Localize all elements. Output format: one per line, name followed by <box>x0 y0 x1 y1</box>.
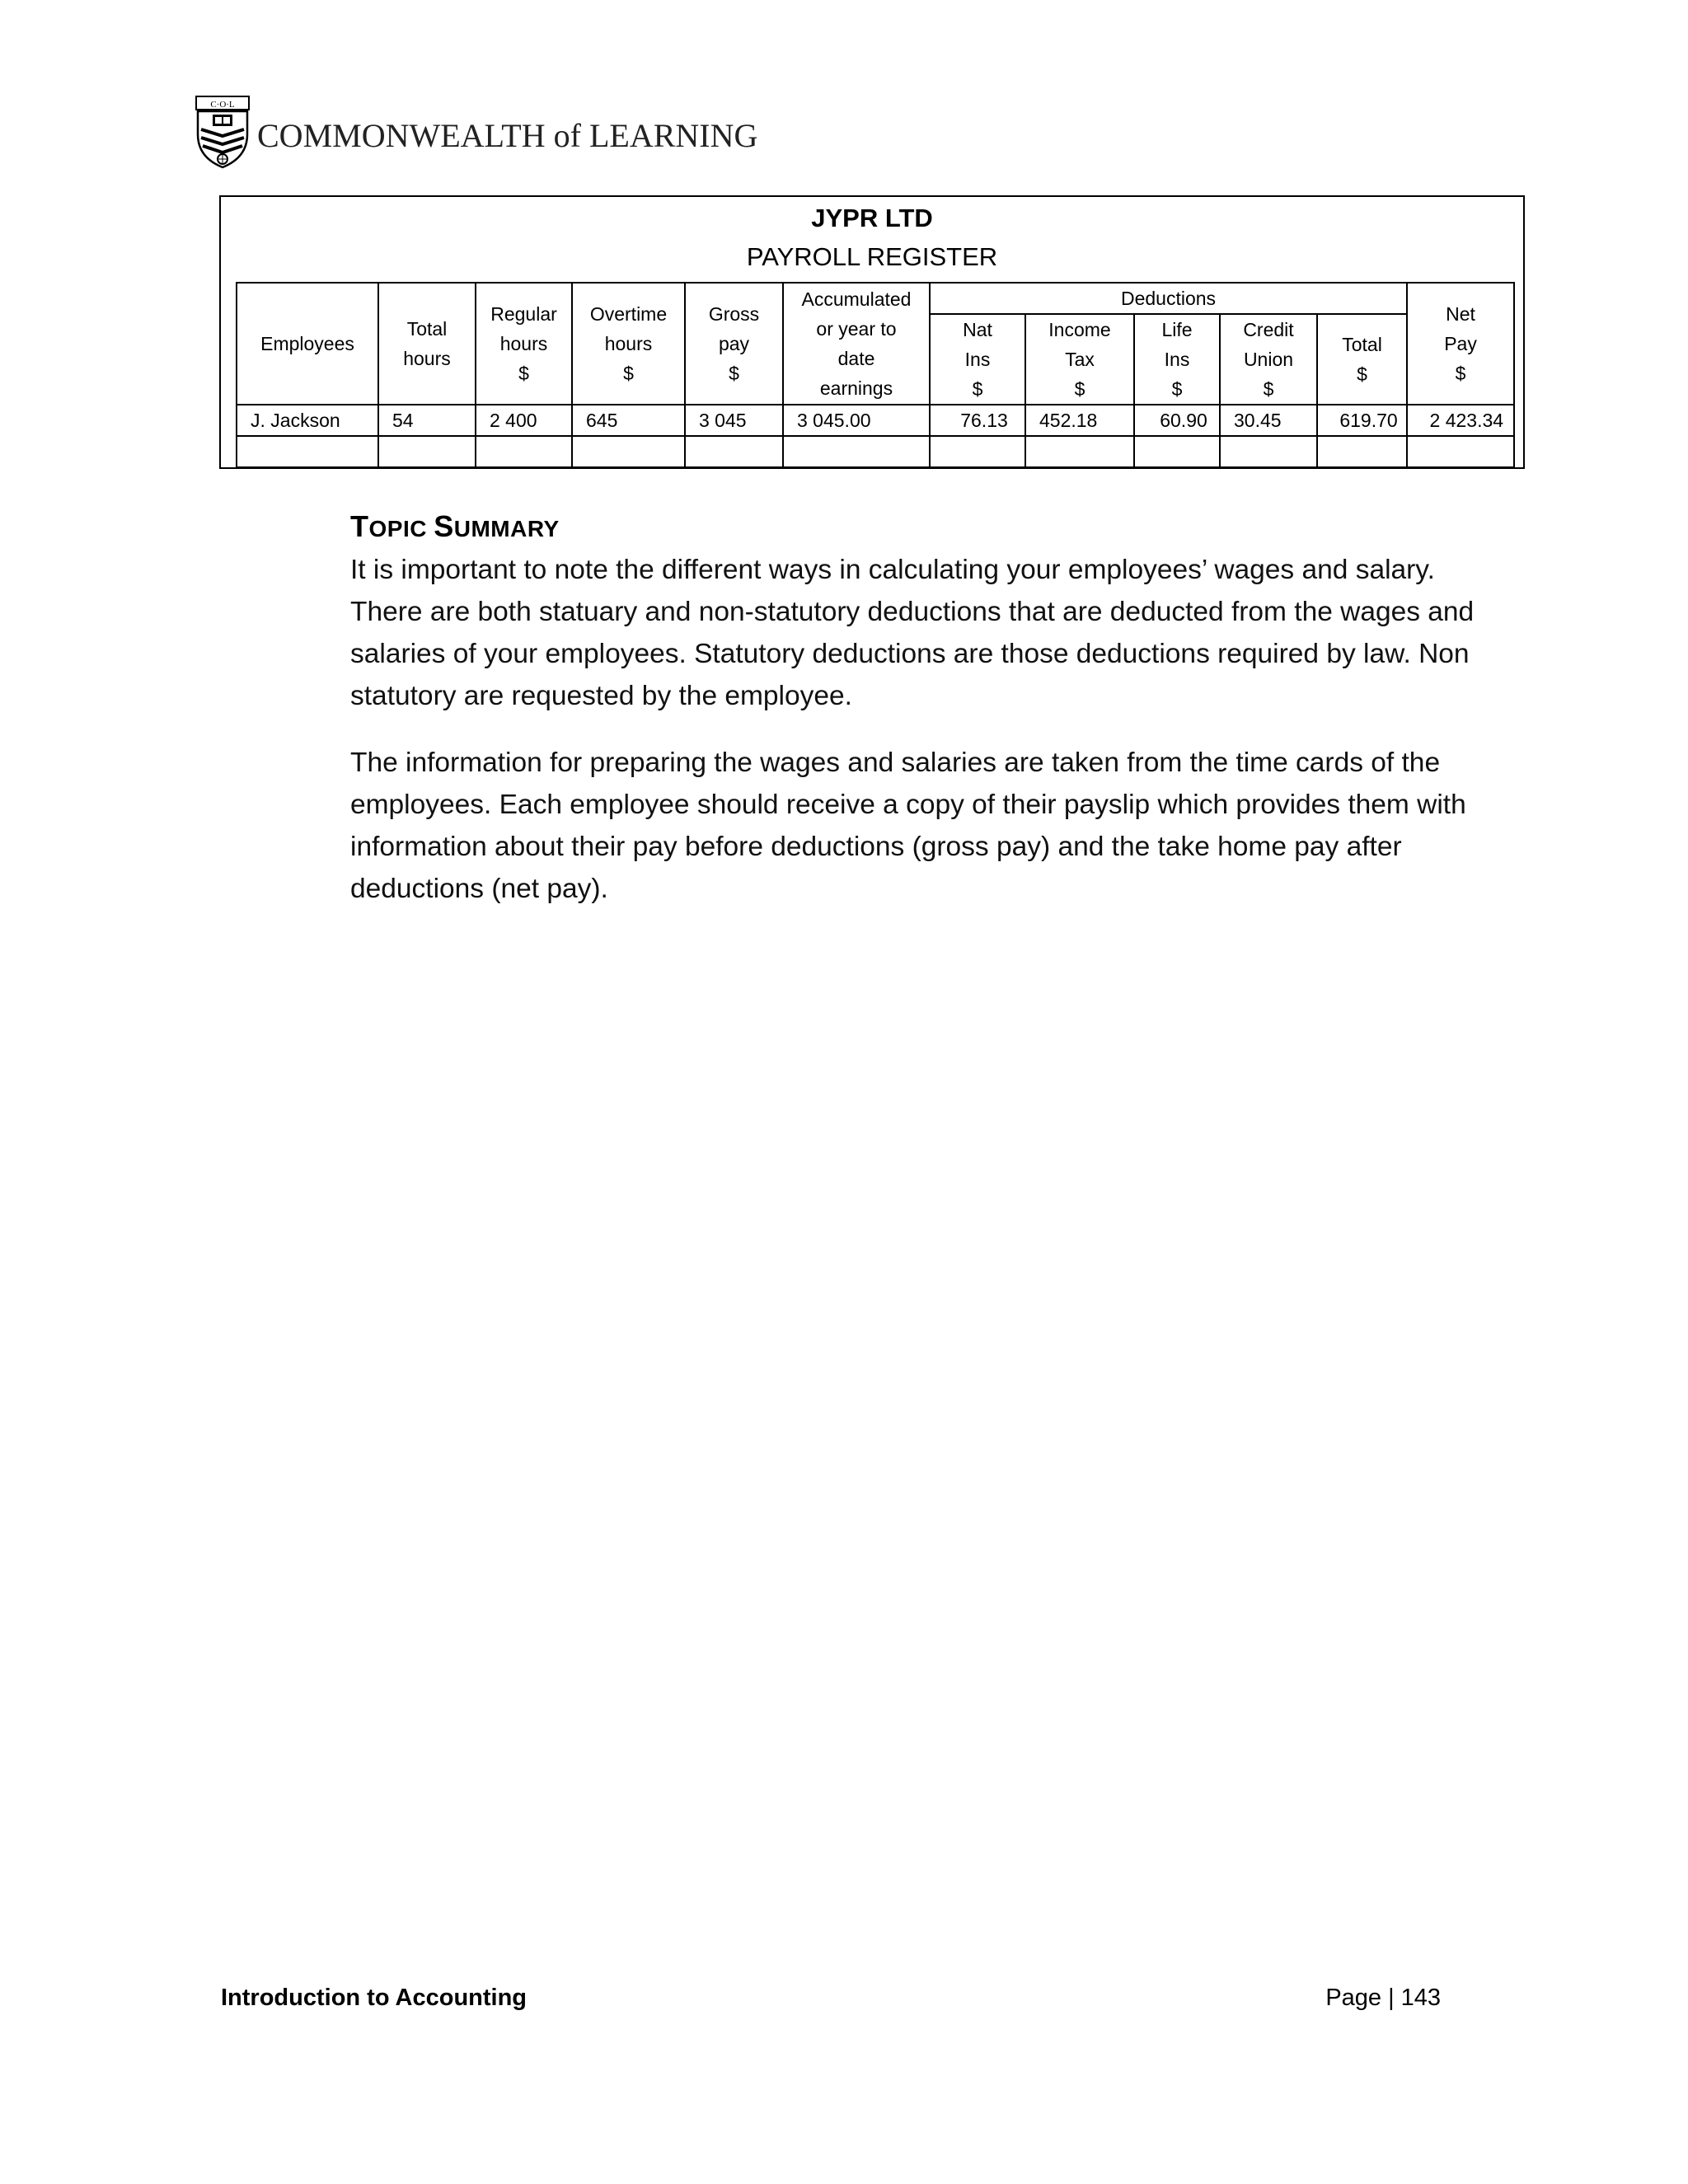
page-separator: | <box>1388 1985 1395 2011</box>
col-regular-hours: Regular hours $ <box>476 283 572 405</box>
payroll-register-frame <box>219 195 1525 469</box>
col-shield-icon <box>195 95 251 169</box>
logo-text: COMMONWEALTH of LEARNING <box>257 117 758 154</box>
topic-summary-heading: TOPIC SUMMARY <box>350 509 560 543</box>
footer-course-title: Introduction to Accounting <box>221 1985 528 2011</box>
cell-deductions-total: 619.70 <box>1317 405 1407 436</box>
col-accumulated: Accumulated or year to date earnings <box>783 283 930 405</box>
col-logo <box>195 95 758 171</box>
register-title: PAYROLL REGISTER <box>746 242 998 271</box>
cell-total-hours: 54 <box>378 405 476 436</box>
logo-badge-text: C·O·L <box>210 100 235 110</box>
cell-income-tax: 452.18 <box>1025 405 1134 436</box>
summary-paragraph-1: It is important to note the different ways in calculating your employees’ wages and salary. There are both statuary and non-statutory deductions that are deducted from the wages and salaries of your employees. Statutory deductions are those deductions required by law. Non statutory are requested by the employee. <box>350 555 1475 711</box>
col-income-tax: Income Tax $ <box>1025 314 1134 405</box>
col-credit-union: Credit Union $ <box>1220 314 1317 405</box>
header-row-1 <box>237 283 1514 314</box>
logo-wordmark <box>257 116 757 155</box>
col-deductions-total: Total $ <box>1317 314 1407 405</box>
topic-summary-section <box>350 509 1504 935</box>
table-row <box>237 405 1514 436</box>
cell-net-pay: 2 423.34 <box>1407 405 1514 436</box>
cell-life-ins: 60.90 <box>1134 405 1220 436</box>
payroll-table <box>236 282 1515 468</box>
cell-credit-union: 30.45 <box>1220 405 1317 436</box>
col-total-hours: Total hours <box>378 283 476 405</box>
page-label: Page <box>1325 1985 1382 2011</box>
summary-paragraph-2: The information for preparing the wages and salaries are taken from the time cards of the employees. Each employee should receive a copy of their payslip which provides them with information about their pay before deductions (gross pay) and the take home pay after deductions (net pay). <box>350 748 1466 904</box>
col-net-pay: Net Pay $ <box>1407 283 1514 405</box>
col-nat-ins: Nat Ins $ <box>930 314 1025 405</box>
cell-nat-ins: 76.13 <box>930 405 1025 436</box>
cell-overtime: 645 <box>572 405 685 436</box>
col-employees: Employees <box>237 283 378 405</box>
col-deductions-group: Deductions <box>930 283 1407 314</box>
col-overtime-hours: Overtime hours $ <box>572 283 685 405</box>
cell-employee: J. Jackson <box>237 405 378 436</box>
cell-gross: 3 045 <box>685 405 783 436</box>
col-gross-pay: Gross pay $ <box>685 283 783 405</box>
cell-regular: 2 400 <box>476 405 572 436</box>
page-number: 143 <box>1400 1985 1441 2011</box>
company-name: JYPR LTD <box>811 204 933 232</box>
cell-accumulated: 3 045.00 <box>783 405 930 436</box>
footer-page-number <box>1325 1985 1441 2012</box>
table-row-empty <box>237 436 1514 467</box>
col-life-ins: Life Ins $ <box>1134 314 1220 405</box>
